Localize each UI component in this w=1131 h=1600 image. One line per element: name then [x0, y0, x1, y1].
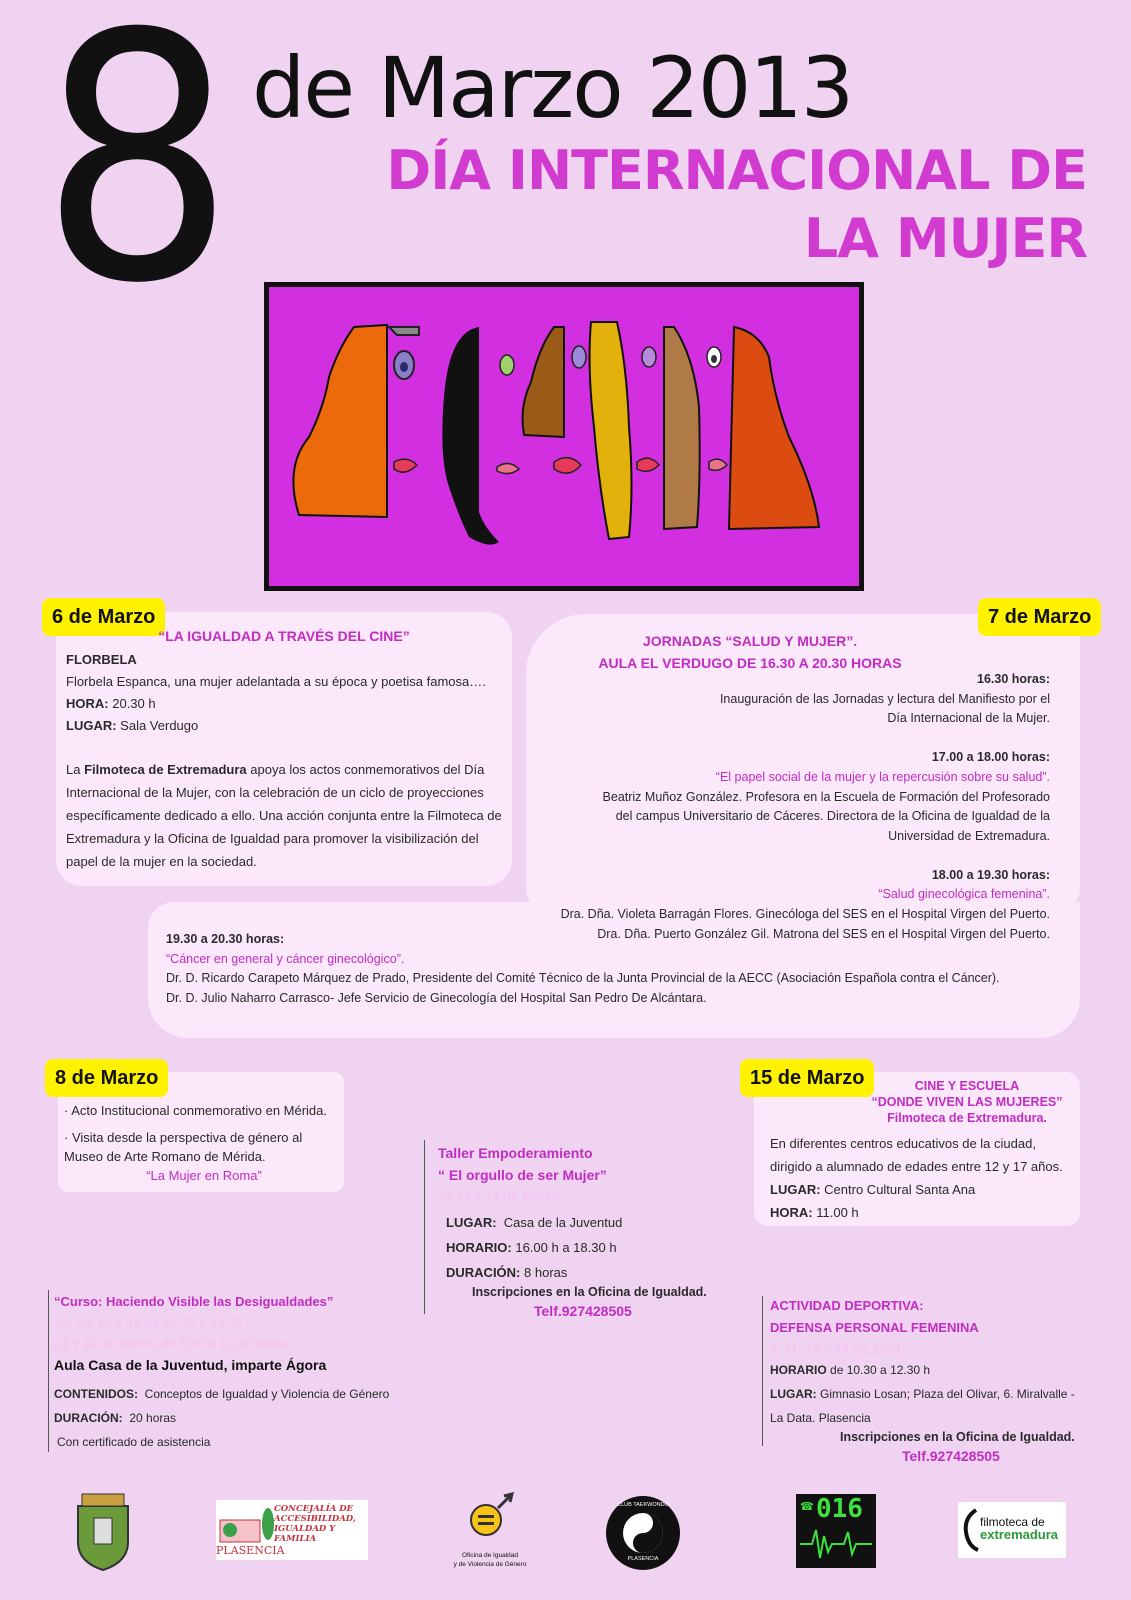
taekwondo-text-top: CLUB TAEKWONDO — [617, 1502, 669, 1508]
march7-time-1: 16.30 horas: — [977, 672, 1050, 686]
march6-film-desc: Florbela Espanca, una mujer adelantada a su época y poetisa famosa…. — [66, 674, 486, 689]
taller-phone[interactable]: Telf.927428505 — [534, 1303, 632, 1319]
march7-t3-title: “Salud ginecológica femenina”. — [878, 887, 1050, 902]
curso-certificado: Con certificado de asistencia — [57, 1435, 211, 1449]
march6-hora-label: HORA: — [66, 696, 109, 711]
curso-dates-2: 21 y 22 de Marzo de 9.30 a 13.30 horas — [54, 1336, 292, 1351]
curso-contenidos: Conceptos de Igualdad y Violencia de Género — [144, 1387, 390, 1401]
march6-lugar: Sala Verdugo — [120, 718, 199, 733]
phone-016-logo — [796, 1494, 876, 1568]
march7-t4-line2: Dr. D. Julio Naharro Carrasco- Jefe Servicio de Ginecología del Hospital San Pedro De Alcántara. — [166, 991, 707, 1006]
march6-para-rest: apoya los actos conmemorativos del Día Internacional de la Mujer, con la celebración de un ciclo de proyecciones específicamente dedicado a ello. Una acción conjunta entre la Filmoteca de Extremadura y la Oficina de Igualdad para promover la visibilización del papel de la mujer en la sociedad. — [66, 762, 502, 869]
deporte-lugar-line1: Gimnasio Losan; Plaza del Olivar, 6. Miralvalle - — [820, 1387, 1075, 1401]
march7-heading — [560, 630, 940, 674]
march15-heading — [860, 1078, 1074, 1126]
march15-heading-2: “DONDE VIVEN LAS MUJERES” — [871, 1095, 1063, 1109]
march6-para-pre: La — [66, 762, 81, 777]
march7-time-3: 18.00 a 19.30 horas: — [931, 867, 1050, 882]
deporte-horario-label: HORARIO — [770, 1363, 827, 1377]
deporte-divider — [762, 1296, 763, 1446]
taller-lugar: Casa de la Juventud — [503, 1215, 623, 1230]
curso-dates-1: 12, 13, 14 y 15 de 10.30 a 13.30 / — [54, 1315, 250, 1330]
phone-icon: ☎ — [800, 1501, 814, 1513]
march7-t2-title: “El papel social de la mujer y la repercusión sobre su salud”. — [715, 769, 1050, 784]
march15-hora: 11.00 h — [816, 1205, 859, 1220]
curso-contenidos-label: CONTENIDOS: — [54, 1387, 138, 1401]
faces-artwork — [264, 282, 864, 591]
march15-content — [770, 1132, 1080, 1224]
plasencia-coat-of-arms-logo — [68, 1492, 138, 1572]
concejalia-text-4: FAMILIA — [274, 1534, 317, 1544]
march15-hora-label: HORA: — [770, 1205, 813, 1220]
date-heading: de Marzo 2013 — [252, 39, 853, 137]
deporte-heading-1: ACTIVIDAD DEPORTIVA: — [770, 1298, 924, 1313]
march6-content — [66, 650, 506, 873]
film-reel-icon — [962, 1508, 982, 1552]
filmoteca-text-2: extremadura — [980, 1527, 1059, 1542]
deporte-horario: de 10.30 a 12.30 h — [830, 1363, 931, 1377]
concejalia-text-2: ACCESIBILIDAD, — [274, 1514, 356, 1524]
taller-dates: 12,13 y 14 de Marzo : — [438, 1188, 568, 1203]
march7-t1-line2: Día Internacional de la Mujer. — [887, 711, 1050, 726]
taller-heading-2: “ El orgullo de ser Mujer” — [438, 1167, 607, 1183]
deporte-dates: 9, 11, 16 y 18 de Abril — [770, 1341, 901, 1356]
curso-aula: Aula Casa de la Juventud, imparte Ágora — [54, 1357, 327, 1373]
march7-t4-title: “Cáncer en general y cáncer ginecológico”. — [166, 951, 405, 966]
oficina-text-1: Oficina de Igualdad — [461, 1552, 518, 1559]
taller-section — [438, 1142, 758, 1319]
taller-inscripciones: Inscripciones en la Oficina de Igualdad. — [472, 1285, 707, 1299]
taller-duracion: 8 horas — [524, 1265, 568, 1280]
march7-t1-line1: Inauguración de las Jornadas y lectura del Manifiesto por el — [719, 691, 1050, 706]
march7-upper-content — [560, 670, 1050, 944]
concejalia-logo — [216, 1500, 368, 1560]
march8-item-1: · Acto Institucional conmemorativo en Mérida. — [64, 1103, 328, 1118]
phone-016-number: 016 — [816, 1494, 863, 1524]
curso-duracion: 20 horas — [129, 1411, 177, 1425]
filmoteca-logo — [958, 1502, 1066, 1558]
deporte-section — [770, 1295, 1090, 1464]
march6-date-tag: 6 de Marzo — [42, 598, 165, 636]
march7-t2-line1: Beatriz Muñoz González. Profesora en la Escuela de Formación del Profesorado — [602, 789, 1050, 804]
march8-date-tag: 8 de Marzo — [45, 1059, 168, 1097]
curso-heading: “Curso: Haciendo Visible las Desigualdades” — [54, 1294, 334, 1309]
march6-para-bold: Filmoteca de Extremadura — [84, 762, 247, 777]
curso-duracion-label: DURACIÓN: — [54, 1411, 123, 1425]
oficina-igualdad-logo — [430, 1492, 550, 1572]
march7-heading-1: JORNADAS “SALUD Y MUJER”. — [642, 633, 858, 649]
march7-heading-2: AULA EL VERDUGO DE 16.30 A 20.30 HORAS — [598, 655, 902, 671]
march7-lower-content — [166, 930, 1066, 1009]
concejalia-text-3: IGUALDAD Y — [274, 1524, 336, 1534]
march15-heading-1: CINE Y ESCUELA — [914, 1079, 1020, 1093]
taller-lugar-label: LUGAR: — [446, 1215, 497, 1230]
taekwondo-logo — [606, 1496, 680, 1570]
faces-illustration — [269, 287, 859, 586]
concejalia-text-1: CONCEJALÍA DE — [274, 1504, 354, 1514]
deporte-heading-2: DEFENSA PERSONAL FEMENINA — [770, 1320, 979, 1335]
concejalia-plasencia-text: PLASENCIA — [216, 1544, 285, 1557]
deporte-phone[interactable]: Telf.927428505 — [902, 1448, 1000, 1464]
taller-horario-label: HORARIO: — [446, 1240, 512, 1255]
taller-horario: 16.00 h a 18.30 h — [515, 1240, 617, 1255]
curso-divider — [48, 1290, 49, 1452]
march7-t2-line3: Universidad de Extremadura. — [888, 828, 1050, 843]
march7-t3-line2: Dra. Dña. Puerto González Gil. Matrona del SES en el Hospital Virgen del Puerto. — [597, 926, 1050, 941]
pulse-line-icon — [796, 1524, 876, 1564]
taller-divider — [424, 1140, 425, 1314]
march6-hora: 20.30 h — [112, 696, 156, 711]
march6-paragraph — [66, 758, 506, 873]
march15-line-2: dirigido a alumnado de edades entre 12 y 17 años. — [770, 1159, 1063, 1174]
coat-of-arms-icon — [68, 1492, 138, 1572]
march7-t2-line2: del campus Universitario de Cáceres. Directora de la Oficina de Igualdad de la — [615, 809, 1050, 824]
oficina-text-2: y de Violencia de Género — [453, 1561, 527, 1568]
title-line-1: DÍA INTERNACIONAL DE — [386, 139, 1087, 202]
taller-heading-1: Taller Empoderamiento — [438, 1145, 593, 1161]
march7-date-tag: 7 de Marzo — [978, 598, 1101, 636]
march6-heading: “LA IGUALDAD A TRAVÉS DEL CINE” — [158, 628, 410, 644]
taekwondo-text-bottom: PLASENCIA — [627, 1556, 659, 1562]
march8-content — [64, 1101, 344, 1185]
march7-time-2: 17.00 a 18.00 horas: — [931, 750, 1050, 765]
march8-item-2-line2: Museo de Arte Romano de Mérida. — [64, 1149, 266, 1164]
march6-film-title: FLORBELA — [66, 652, 137, 667]
march8-item-2-title: “La Mujer en Roma” — [146, 1168, 262, 1183]
deporte-lugar-label: LUGAR: — [770, 1387, 817, 1401]
march15-lugar-label: LUGAR: — [770, 1182, 821, 1197]
deporte-inscripciones: Inscripciones en la Oficina de Igualdad. — [840, 1430, 1075, 1444]
big-number-eight: 8 — [40, 0, 226, 358]
march7-t3-line1: Dra. Dña. Violeta Barragán Flores. Ginecóloga del SES en el Hospital Virgen del Puerto. — [560, 907, 1050, 922]
march15-line-1: En diferentes centros educativos de la ciudad, — [770, 1136, 1036, 1151]
march6-lugar-label: LUGAR: — [66, 718, 117, 733]
curso-section — [54, 1292, 424, 1454]
deporte-lugar-line2: La Data. Plasencia — [770, 1411, 871, 1425]
march8-item-2-line1: · Visita desde la perspectiva de género al — [64, 1130, 303, 1145]
equality-symbol-icon — [460, 1492, 520, 1546]
march15-date-tag: 15 de Marzo — [740, 1059, 874, 1097]
filmoteca-text-1: filmoteca de — [980, 1515, 1045, 1529]
title-line-2: LA MUJER — [803, 207, 1087, 270]
taller-duracion-label: DURACIÓN: — [446, 1265, 521, 1280]
march7-time-4: 19.30 a 20.30 horas: — [166, 932, 285, 946]
march7-t4-line1: Dr. D. Ricardo Carapeto Márquez de Prado, Presidente del Comité Técnico de la Junta Provincial de la AECC (Asociación Española contra el Cáncer). — [166, 971, 1000, 986]
march15-lugar: Centro Cultural Santa Ana — [824, 1182, 976, 1197]
march15-heading-3: Filmoteca de Extremadura. — [887, 1111, 1047, 1125]
